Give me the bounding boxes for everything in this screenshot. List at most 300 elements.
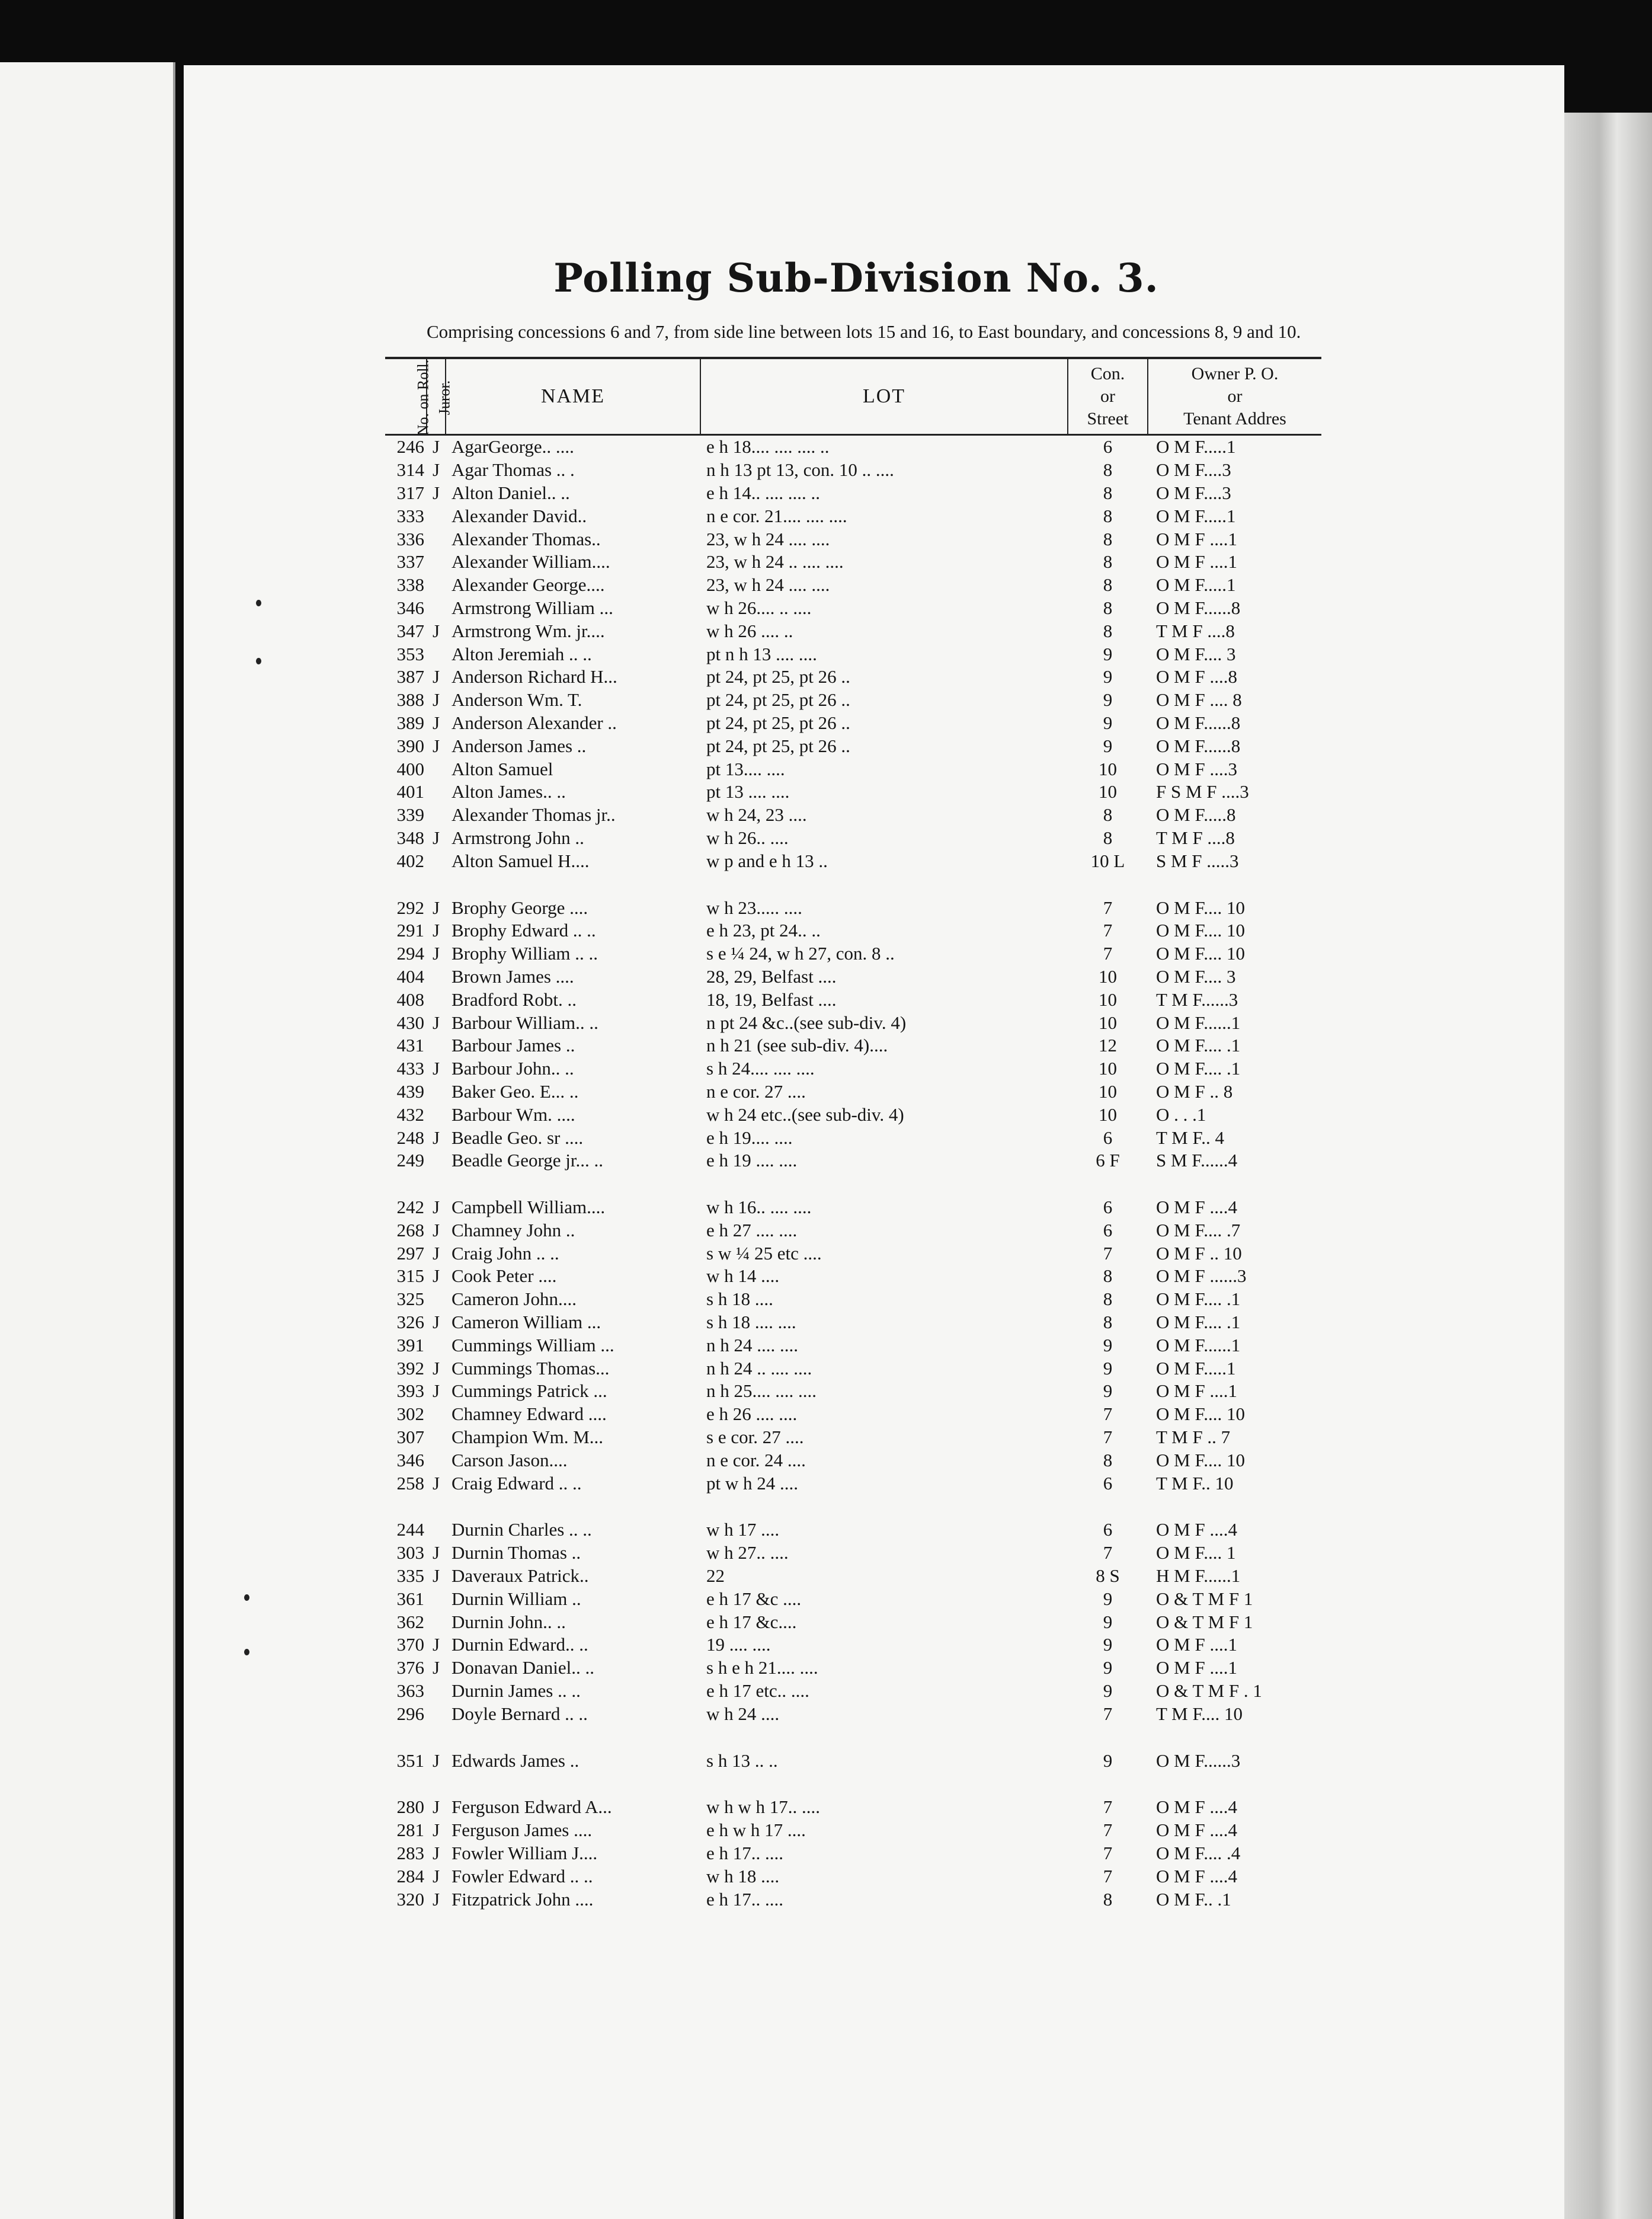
voter-name: Fowler William J....: [452, 1843, 598, 1864]
lot-description: 18, 19, Belfast ....: [706, 989, 837, 1010]
status-and-po: O M F.... .4: [1156, 1843, 1241, 1864]
table-row: [385, 827, 1321, 850]
table-row: [385, 1680, 1321, 1703]
status-and-po: O M F.... .1: [1156, 1288, 1241, 1310]
lot-description: 22: [706, 1565, 725, 1587]
juror-mark: [427, 597, 446, 620]
roll-number: 389: [396, 712, 424, 733]
status-and-po: O M F ....4: [1156, 1820, 1237, 1841]
concession: 12: [1099, 1035, 1117, 1056]
juror-mark: J: [432, 1127, 440, 1148]
concession: 9: [1103, 666, 1113, 688]
lot-description: n pt 24 &c..(see sub-div. 4): [706, 1012, 907, 1033]
juror-mark: J: [432, 1219, 440, 1240]
roll-number: 376: [396, 1657, 424, 1678]
juror-mark: [427, 988, 446, 1011]
status-and-po: O M F ......3: [1156, 1265, 1247, 1287]
status-and-po: O M F ....4: [1156, 1519, 1237, 1540]
voter-name: Alexander William....: [452, 551, 610, 573]
lot-description: 23, w h 24 .... ....: [706, 574, 830, 596]
roll-number: 338: [396, 574, 424, 596]
concession: 6: [1103, 1127, 1113, 1148]
lot-description: e h 14.. .... .... ..: [706, 482, 821, 503]
juror-mark: [427, 1610, 446, 1633]
status-and-po: O M F ....4: [1156, 1796, 1237, 1818]
concession: 7: [1103, 943, 1113, 964]
lot-description: pt w h 24 ....: [706, 1472, 798, 1494]
juror-mark: [427, 1080, 446, 1104]
status-and-po: O M F.....1: [1156, 574, 1236, 596]
roll-number: 348: [396, 827, 424, 848]
header-name: NAME: [446, 358, 700, 435]
lot-description: w h w h 17.. ....: [706, 1796, 821, 1818]
table-row: [385, 1610, 1321, 1633]
roll-number: 294: [396, 943, 424, 964]
concession: 10: [1099, 1104, 1117, 1125]
status-and-po: O M F.... .1: [1156, 1312, 1241, 1333]
concession: 8: [1103, 1312, 1113, 1333]
lot-description: e h 17.. ....: [706, 1843, 784, 1864]
status-and-po: O M F.... 10: [1156, 920, 1245, 941]
table-row: [385, 1796, 1321, 1819]
concession: 8: [1103, 574, 1113, 596]
margin-mark: [244, 1594, 249, 1601]
lot-description: e h 17 &c ....: [706, 1588, 802, 1609]
roll-number: 296: [396, 1703, 424, 1724]
header-lot: LOT: [700, 358, 1068, 435]
roll-number: 258: [396, 1472, 424, 1494]
concession: 7: [1103, 1843, 1113, 1864]
concession: 9: [1103, 643, 1113, 664]
juror-mark: [427, 849, 446, 872]
roll-number: 292: [396, 897, 424, 918]
concession: 8: [1103, 827, 1113, 848]
status-and-po: O M F.... .7: [1156, 1219, 1241, 1240]
juror-mark: [427, 504, 446, 527]
juror-mark: [427, 1702, 446, 1725]
roll-number: 303: [396, 1542, 424, 1563]
voter-name: Edwards James ..: [452, 1750, 580, 1771]
voter-name: Durnin Charles .. ..: [452, 1519, 592, 1540]
lot-description: w h 24 etc..(see sub-div. 4): [706, 1104, 904, 1125]
concession: 9: [1103, 1357, 1113, 1379]
status-and-po: O M F.... 10: [1156, 1403, 1245, 1425]
table-row: [385, 919, 1321, 942]
header-owner-tenant-po: Owner P. O. or Tenant Addres: [1148, 358, 1321, 435]
status-and-po: O M F ....1: [1156, 1657, 1237, 1678]
table-row: [385, 1565, 1321, 1588]
roll-number: 280: [396, 1796, 424, 1818]
roll-number: 326: [396, 1312, 424, 1333]
lot-description: s e cor. 27 ....: [706, 1427, 804, 1448]
lot-description: n e cor. 24 ....: [706, 1449, 806, 1470]
roll-number: 430: [396, 1012, 424, 1033]
lot-description: e h 27 .... ....: [706, 1219, 798, 1240]
roll-number: 388: [396, 689, 424, 711]
roll-number: 268: [396, 1219, 424, 1240]
status-and-po: O M F ....1: [1156, 528, 1237, 549]
status-and-po: O M F.... .1: [1156, 1035, 1241, 1056]
table-row: [385, 1749, 1321, 1772]
document-body: [385, 255, 1327, 1911]
voter-name: Cameron John....: [452, 1288, 577, 1310]
juror-mark: [427, 574, 446, 597]
lot-description: pt 13 .... ....: [706, 781, 790, 802]
juror-mark: [427, 1426, 446, 1449]
concession: 10: [1099, 1058, 1117, 1079]
voter-name: Donavan Daniel.. ..: [452, 1657, 595, 1678]
concession: 8: [1103, 528, 1113, 549]
status-and-po: O M F......8: [1156, 735, 1241, 756]
voter-name: Chamney Edward ....: [452, 1403, 607, 1425]
table-row: [385, 482, 1321, 505]
roll-number: 401: [396, 781, 424, 802]
lot-description: pt 24, pt 25, pt 26 ..: [706, 689, 850, 711]
lot-description: w h 26.... .. ....: [706, 597, 812, 618]
concession: 6: [1103, 436, 1113, 458]
juror-mark: [427, 527, 446, 551]
table-row: [385, 1149, 1321, 1172]
juror-mark: J: [432, 1634, 440, 1655]
voter-name: Cook Peter ....: [452, 1265, 557, 1287]
juror-mark: J: [432, 1012, 440, 1033]
voter-name: Barbour William.. ..: [452, 1012, 598, 1033]
juror-mark: J: [432, 735, 440, 756]
table-row: [385, 1242, 1321, 1265]
status-and-po: O M F.... .1: [1156, 1058, 1241, 1079]
juror-mark: [427, 1034, 446, 1057]
roll-number: 346: [396, 1449, 424, 1470]
voter-name: Barbour James ..: [452, 1035, 575, 1056]
voter-name: Brophy George ....: [452, 897, 588, 918]
lot-description: e h 17 &c....: [706, 1611, 797, 1632]
roll-number: 370: [396, 1634, 424, 1655]
table-row: [385, 1080, 1321, 1104]
margin-mark: [256, 600, 261, 606]
status-and-po: O M F......1: [1156, 1334, 1241, 1355]
roll-number: 284: [396, 1865, 424, 1887]
voter-name: Fowler Edward .. ..: [452, 1865, 593, 1887]
concession: 9: [1103, 1334, 1113, 1355]
concession: 8: [1103, 597, 1113, 618]
juror-mark: [427, 642, 446, 666]
voter-name: Armstrong John ..: [452, 827, 584, 848]
table-row: [385, 1702, 1321, 1725]
concession: 10 L: [1090, 850, 1125, 871]
voter-name: Craig John .. ..: [452, 1242, 559, 1264]
table-row: [385, 1542, 1321, 1565]
table-row: [385, 1472, 1321, 1495]
voter-name: Barbour John.. ..: [452, 1058, 574, 1079]
status-and-po: O M F ....1: [1156, 1380, 1237, 1402]
table-row: [385, 666, 1321, 689]
lot-description: w h 14 ....: [706, 1265, 780, 1287]
lot-description: s h 18 ....: [706, 1288, 773, 1310]
juror-mark: J: [432, 1357, 440, 1379]
concession: 7: [1103, 1427, 1113, 1448]
group-separator: [385, 1725, 1321, 1749]
roll-number: 249: [396, 1150, 424, 1171]
roll-number: 361: [396, 1588, 424, 1609]
voter-name: AgarGeorge.. ....: [452, 436, 574, 458]
table-row: [385, 1057, 1321, 1080]
voter-name: Anderson James ..: [452, 735, 587, 756]
roll-number: 404: [396, 965, 424, 987]
group-separator: [385, 1495, 1321, 1518]
lot-description: w h 26 .... ..: [706, 620, 793, 641]
voter-name: Ferguson James ....: [452, 1820, 593, 1841]
roll-number: 353: [396, 643, 424, 664]
group-separator: [385, 872, 1321, 896]
roll-number: 387: [396, 666, 424, 688]
lot-description: pt 13.... ....: [706, 758, 785, 779]
page-title: Polling Sub-Division No. 3.: [553, 255, 1159, 301]
header-juror: Juror.: [427, 358, 446, 435]
lot-description: w h 23..... ....: [706, 897, 802, 918]
voter-name: Brophy Edward .. ..: [452, 920, 596, 941]
juror-mark: [427, 781, 446, 804]
lot-description: 28, 29, Belfast ....: [706, 965, 837, 987]
voter-name: Doyle Bernard .. ..: [452, 1703, 588, 1724]
voter-name: Cummings Patrick ...: [452, 1380, 607, 1402]
concession: 10: [1099, 965, 1117, 987]
juror-mark: J: [432, 436, 440, 458]
table-row: [385, 712, 1321, 735]
status-and-po: T M F.. 4: [1156, 1127, 1224, 1148]
juror-mark: [427, 1449, 446, 1472]
lot-description: e h 23, pt 24.. ..: [706, 920, 821, 941]
juror-mark: J: [432, 482, 440, 503]
status-and-po: O M F.....8: [1156, 804, 1236, 826]
juror-mark: [427, 1288, 446, 1311]
juror-mark: J: [432, 1312, 440, 1333]
concession: 9: [1103, 1634, 1113, 1655]
roll-number: 390: [396, 735, 424, 756]
roll-number: 325: [396, 1288, 424, 1310]
concession: 7: [1103, 1403, 1113, 1425]
concession: 6: [1103, 1219, 1113, 1240]
voter-name: Carson Jason....: [452, 1449, 568, 1470]
table-row: [385, 1357, 1321, 1380]
status-and-po: O M F ....1: [1156, 1634, 1237, 1655]
status-and-po: O M F.... 3: [1156, 965, 1236, 987]
roll-number: 317: [396, 482, 424, 503]
concession: 9: [1103, 1680, 1113, 1702]
roll-number: 433: [396, 1058, 424, 1079]
status-and-po: F S M F ....3: [1156, 781, 1249, 802]
table-header-row: [385, 358, 1321, 435]
table-body: [385, 435, 1321, 1911]
roll-number: 346: [396, 597, 424, 618]
juror-mark: J: [432, 689, 440, 711]
table-row: [385, 1126, 1321, 1149]
status-and-po: T M F......3: [1156, 989, 1238, 1010]
lot-description: pt n h 13 .... ....: [706, 643, 817, 664]
table-row: [385, 965, 1321, 989]
status-and-po: O M F ....8: [1156, 666, 1237, 688]
juror-mark: [427, 1403, 446, 1426]
voter-name: Durnin Thomas ..: [452, 1542, 581, 1563]
voter-name: Durnin John.. ..: [452, 1611, 566, 1632]
status-and-po: O M F ....3: [1156, 758, 1237, 779]
status-and-po: O M F .... 8: [1156, 689, 1242, 711]
juror-mark: [427, 804, 446, 827]
concession: 7: [1103, 1242, 1113, 1264]
concession: 8: [1103, 1265, 1113, 1287]
voter-name: Anderson Richard H...: [452, 666, 617, 688]
group-separator: [385, 1172, 1321, 1196]
lot-description: 19 .... ....: [706, 1634, 771, 1655]
voter-name: Alexander David..: [452, 505, 587, 526]
voter-name: Cameron William ...: [452, 1312, 601, 1333]
lot-description: pt 24, pt 25, pt 26 ..: [706, 712, 850, 733]
roll-number: 400: [396, 758, 424, 779]
table-row: [385, 435, 1321, 459]
lot-description: w h 24, 23 ....: [706, 804, 807, 826]
table-row: [385, 1265, 1321, 1288]
voter-name: Cummings William ...: [452, 1334, 614, 1355]
status-and-po: S M F .....3: [1156, 850, 1239, 871]
roll-number: 362: [396, 1611, 424, 1632]
juror-mark: J: [432, 1058, 440, 1079]
juror-mark: J: [432, 827, 440, 848]
lot-description: e h 17 etc.. ....: [706, 1680, 809, 1702]
status-and-po: O M F.. .1: [1156, 1888, 1231, 1910]
lot-description: s h 24.... .... ....: [706, 1058, 815, 1079]
voter-name: Agar Thomas .. .: [452, 459, 575, 481]
voter-name: Bradford Robt. ..: [452, 989, 577, 1010]
voter-name: Alton Samuel H....: [452, 850, 590, 871]
lot-description: e h w h 17 ....: [706, 1820, 806, 1841]
juror-mark: J: [432, 1865, 440, 1887]
table-row: [385, 1311, 1321, 1334]
concession: 9: [1103, 712, 1113, 733]
status-and-po: O & T M F 1: [1156, 1588, 1253, 1609]
concession: 7: [1103, 1865, 1113, 1887]
status-and-po: O & T M F . 1: [1156, 1680, 1262, 1702]
page-subtitle: Comprising concessions 6 and 7, from side line between lots 15 and 16, to East boundary, and concessions 8, 9 and 10.: [427, 321, 1301, 342]
concession: 9: [1103, 1657, 1113, 1678]
lot-description: n h 13 pt 13, con. 10 .. ....: [706, 459, 894, 481]
roll-number: 335: [396, 1565, 424, 1587]
roll-number: 393: [396, 1380, 424, 1402]
voter-name: Alton Daniel.. ..: [452, 482, 570, 503]
voter-name: Fitzpatrick John ....: [452, 1888, 594, 1910]
adjacent-page-edge: [0, 62, 175, 2219]
roll-number: 333: [396, 505, 424, 526]
concession: 8: [1103, 1888, 1113, 1910]
table-row: [385, 1865, 1321, 1888]
table-row: [385, 1196, 1321, 1219]
concession: 6: [1103, 1519, 1113, 1540]
juror-mark: J: [432, 712, 440, 733]
roll-number: 315: [396, 1265, 424, 1287]
roll-number: 391: [396, 1334, 424, 1355]
group-separator: [385, 1772, 1321, 1796]
roll-number: 242: [396, 1197, 424, 1218]
status-and-po: O M F.....1: [1156, 436, 1236, 458]
voter-name: Durnin William ..: [452, 1588, 581, 1609]
status-and-po: T M F ....8: [1156, 620, 1235, 641]
juror-mark: J: [432, 1472, 440, 1494]
concession: 9: [1103, 1588, 1113, 1609]
roll-number: 307: [396, 1427, 424, 1448]
voter-name: Durnin James .. ..: [452, 1680, 581, 1702]
roll-number: 281: [396, 1820, 424, 1841]
table-row: [385, 1657, 1321, 1680]
header-no-on-roll: No. on Roll.: [385, 358, 427, 435]
roll-number: 291: [396, 920, 424, 941]
table-row: [385, 734, 1321, 757]
concession: 8: [1103, 1449, 1113, 1470]
table-row: [385, 781, 1321, 804]
voter-name: Craig Edward .. ..: [452, 1472, 582, 1494]
table-row: [385, 689, 1321, 712]
lot-description: w h 16.. .... ....: [706, 1197, 812, 1218]
juror-mark: [427, 1334, 446, 1357]
lot-description: e h 26 .... ....: [706, 1403, 798, 1425]
table-row: [385, 459, 1321, 482]
status-and-po: O M F....3: [1156, 459, 1231, 481]
status-and-po: O & T M F 1: [1156, 1611, 1253, 1632]
table-row: [385, 1034, 1321, 1057]
status-and-po: T M F.. 10: [1156, 1472, 1234, 1494]
table-row: [385, 551, 1321, 574]
voter-name: Brown James ....: [452, 965, 574, 987]
roll-number: 283: [396, 1843, 424, 1864]
lot-description: n h 24 .... ....: [706, 1334, 798, 1355]
lot-description: e h 17.. ....: [706, 1888, 784, 1910]
concession: 10: [1099, 758, 1117, 779]
roll-number: 248: [396, 1127, 424, 1148]
juror-mark: J: [432, 620, 440, 641]
table-row: [385, 1888, 1321, 1911]
lot-description: s e ¼ 24, w h 27, con. 8 ..: [706, 943, 895, 964]
table-row: [385, 1518, 1321, 1542]
concession: 10: [1099, 1080, 1117, 1102]
concession: 7: [1103, 1820, 1113, 1841]
lot-description: 23, w h 24 .... ....: [706, 528, 830, 549]
juror-mark: J: [432, 459, 440, 481]
juror-mark: J: [432, 1265, 440, 1287]
voter-name: Cummings Thomas...: [452, 1357, 610, 1379]
roll-number: 302: [396, 1403, 424, 1425]
juror-mark: J: [432, 1750, 440, 1771]
juror-mark: J: [432, 1820, 440, 1841]
status-and-po: H M F......1: [1156, 1565, 1241, 1587]
concession: 8: [1103, 551, 1113, 573]
status-and-po: O M F.....1: [1156, 1357, 1236, 1379]
table-row: [385, 896, 1321, 919]
status-and-po: O M F......3: [1156, 1750, 1241, 1771]
table-row: [385, 988, 1321, 1011]
roll-number: 402: [396, 850, 424, 871]
juror-mark: J: [432, 1242, 440, 1264]
roll-number: 337: [396, 551, 424, 573]
juror-mark: J: [432, 666, 440, 688]
lot-description: w h 17 ....: [706, 1519, 780, 1540]
concession: 9: [1103, 735, 1113, 756]
roll-number: 336: [396, 528, 424, 549]
status-and-po: O M F......8: [1156, 597, 1241, 618]
lot-description: s h 13 .. ..: [706, 1750, 778, 1771]
concession: 9: [1103, 689, 1113, 711]
voter-name: Anderson Wm. T.: [452, 689, 582, 711]
table-row: [385, 1403, 1321, 1426]
table-row: [385, 1219, 1321, 1242]
lot-description: w h 27.. ....: [706, 1542, 789, 1563]
header-con-or-street: Con. or Street: [1068, 358, 1148, 435]
